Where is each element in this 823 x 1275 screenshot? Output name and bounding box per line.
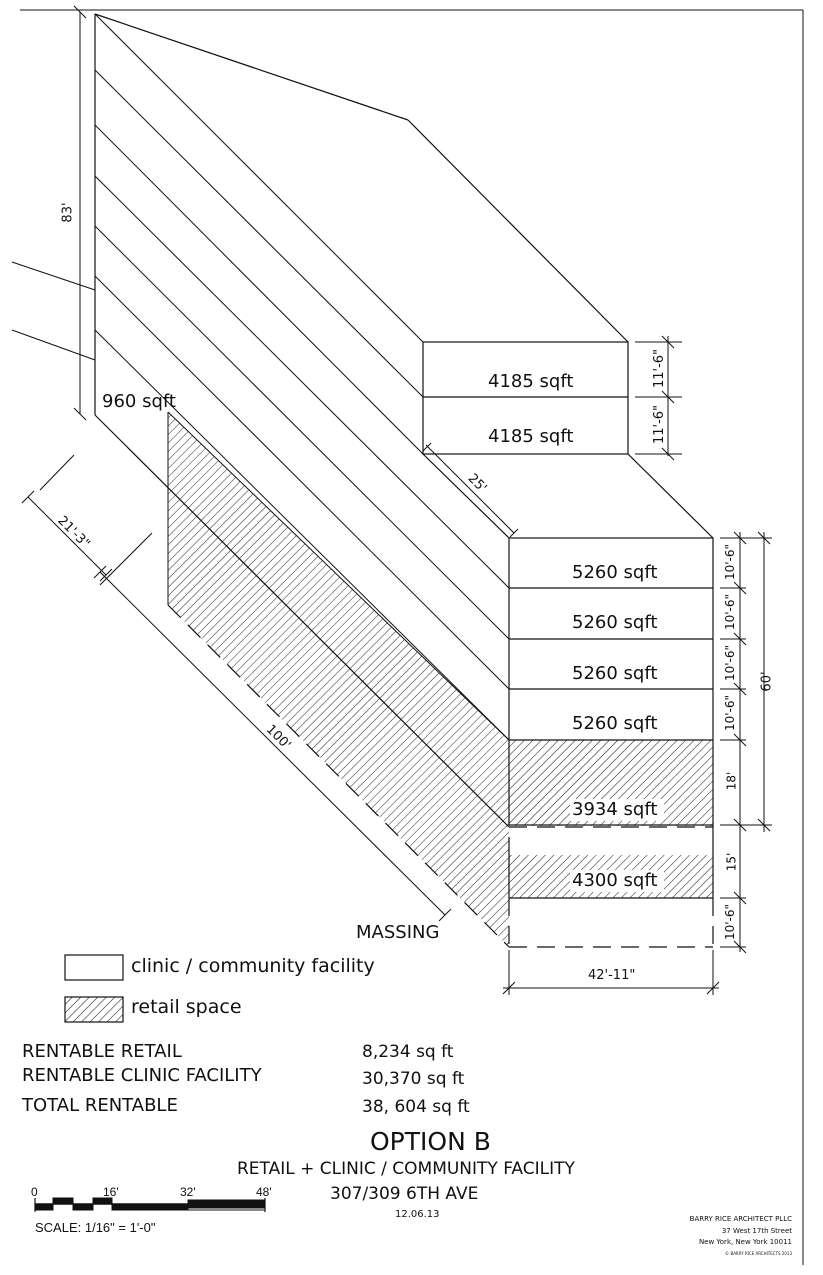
dim-retail-height: 15': [724, 852, 739, 872]
scale-tick-label: 48': [256, 1185, 272, 1199]
legend-retail-label: retail space: [131, 996, 242, 1018]
summary-value: 30,370 sq ft: [362, 1069, 465, 1089]
dim-depth: 100': [262, 722, 294, 753]
floor-area-label: 5260 sqft: [572, 562, 658, 583]
dim-base-height: 60': [759, 671, 775, 692]
dim-lower-floor-height: 10'-6": [723, 694, 738, 732]
legend-clinic-swatch: [65, 955, 123, 980]
legend-clinic-label: clinic / community facility: [131, 955, 375, 977]
date: 12.06.13: [395, 1209, 440, 1220]
dim-upper-floor-height: 11'-6": [652, 348, 668, 389]
summary-label: RENTABLE CLINIC FACILITY: [22, 1065, 262, 1086]
dim-setback: 25': [464, 471, 490, 496]
copyright: © BARRY RICE ARCHITECTS 2013: [725, 1251, 792, 1256]
dim-retail-height: 18': [724, 771, 739, 791]
retail-area-label: 4300 sqft: [572, 870, 658, 891]
scale-label: SCALE: 1/16" = 1'-0": [35, 1220, 156, 1235]
scale-tick-label: 32': [180, 1185, 196, 1199]
dim-width: 42'-11": [588, 968, 636, 983]
floor-area-label: 5260 sqft: [572, 713, 658, 734]
option-title: OPTION B: [370, 1127, 491, 1156]
address: 307/309 6TH AVE: [330, 1184, 479, 1204]
dim-cellar-height: 10'-6": [723, 903, 738, 941]
dim-side: 21'-3": [54, 513, 93, 552]
retail-area-label: 3934 sqft: [572, 799, 658, 820]
firm-street: 37 West 17th Street: [721, 1227, 792, 1235]
firm-name: BARRY RICE ARCHITECT PLLC: [689, 1215, 792, 1223]
floor-area-label: 5260 sqft: [572, 612, 658, 633]
dimension-lines: [22, 6, 772, 995]
retail-hatch-side: [168, 412, 509, 947]
summary-label: RENTABLE RETAIL: [22, 1041, 182, 1062]
dim-total-height: 83': [60, 202, 76, 223]
option-subtitle: RETAIL + CLINIC / COMMUNITY FACILITY: [237, 1159, 575, 1179]
summary-value: 38, 604 sq ft: [362, 1097, 470, 1117]
summary-label: TOTAL RENTABLE: [22, 1095, 178, 1116]
floor-area-label: 4185 sqft: [488, 371, 574, 392]
floor-area-label: 4185 sqft: [488, 426, 574, 447]
legend-retail-swatch: [65, 997, 123, 1022]
dim-upper-floor-height: 11'-6": [652, 404, 668, 445]
massing-label: MASSING: [356, 922, 440, 943]
dim-lower-floor-height: 10'-6": [723, 593, 738, 631]
firm-city: New York, New York 10011: [698, 1238, 792, 1246]
scale-tick-label: 0: [31, 1185, 38, 1199]
roof-area-label: 960 sqft: [102, 391, 176, 412]
scale-bar: [35, 1198, 265, 1212]
scale-tick-label: 16': [103, 1185, 119, 1199]
dim-lower-floor-height: 10'-6": [723, 644, 738, 682]
dim-lower-floor-height: 10'-6": [723, 543, 738, 581]
floor-area-label: 5260 sqft: [572, 663, 658, 684]
summary-value: 8,234 sq ft: [362, 1042, 454, 1062]
